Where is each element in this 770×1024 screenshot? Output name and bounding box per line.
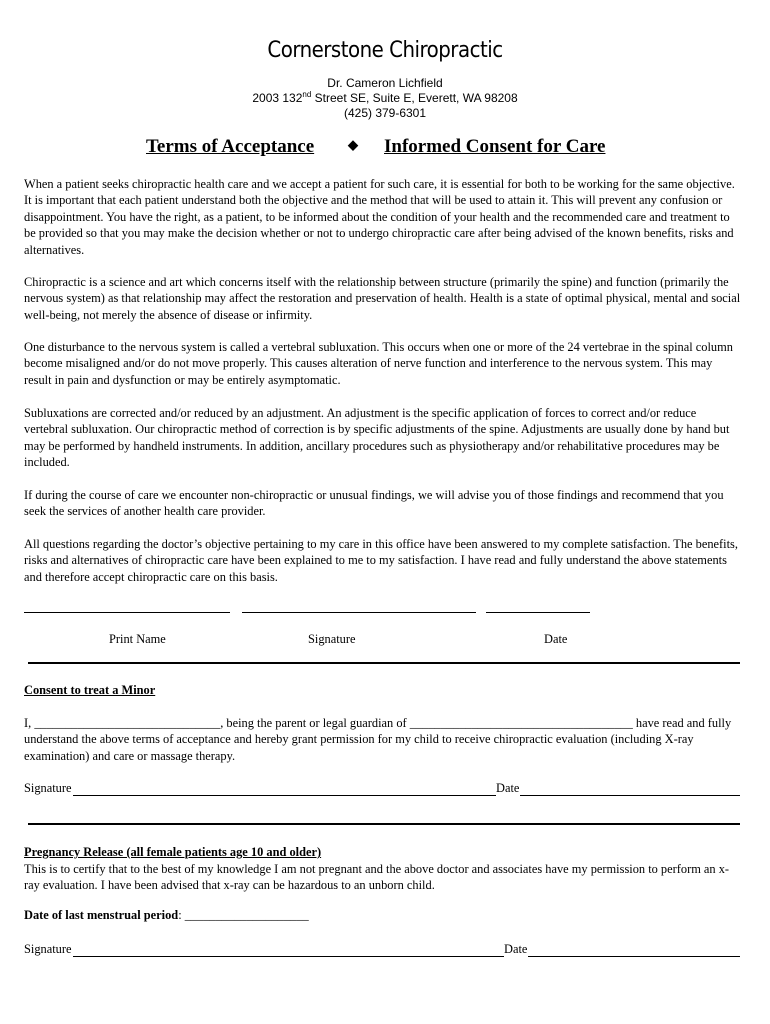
document-title — [0, 136, 770, 160]
minor-consent-text — [24, 715, 742, 764]
print-name-label: Print Name — [109, 632, 166, 646]
paragraph-objective: When a patient seeks chiropractic health care and we accept a patient for such care, it is essential for both to be working for the same objective. It is important that each patient understand both the objective and the method that will be used to attain it. This will prevent any confusion or disappointment. You have the right, as a patient, to be informed about the condition of your health and the recommended care and treatment to be provided so that you may make the decision whether or not to undergo chiropractic care after being advised of the known benefits, risks and alternatives. — [24, 177, 735, 257]
minor-signature-row — [24, 781, 740, 797]
parent-name-blank[interactable]: ______________________________ — [34, 716, 221, 730]
paragraph-findings: If during the course of care we encounter non-chiropractic or unusual findings, we will advise you of those findings and recommend that you seek the services of another health care provider. — [24, 488, 724, 519]
title-informed-consent: Informed Consent for Care — [384, 136, 606, 157]
date-label: Date — [544, 632, 568, 646]
pregnancy-signature-row — [24, 942, 740, 958]
title-terms-of-acceptance: Terms of Acceptance — [146, 136, 315, 157]
minor-signature-label: Signature — [24, 781, 72, 795]
lmp-row — [24, 908, 309, 923]
paragraph-acceptance: All questions regarding the doctor’s objective pertaining to my care in this office have been answered to my complete satisfaction. The benefits, risks and alternatives of chiropractic care have been explained to me to my satisfaction. I have read and fully understand the above statements and therefore accept chiropractic care on this basis. — [24, 537, 738, 584]
section-divider — [28, 662, 740, 664]
doctor-name: Dr. Cameron Lichfield — [327, 76, 443, 90]
signature-label: Signature — [308, 632, 356, 646]
practice-name: Cornerstone Chiropractic — [267, 38, 503, 63]
pregnancy-release-heading: Pregnancy Release (all female patients age 10 and older) — [24, 845, 322, 859]
lmp-date-blank[interactable]: ____________________ — [184, 908, 309, 922]
acceptance-signature-labels — [0, 632, 770, 648]
practice-address — [0, 91, 770, 105]
date-line[interactable] — [486, 612, 590, 613]
pregnancy-signature-label: Signature — [24, 942, 72, 956]
address-number: 2003 132 — [252, 91, 303, 105]
lmp-label: Date of last menstrual period — [24, 908, 179, 922]
paragraph-chiropractic-definition: Chiropractic is a science and art which concerns itself with the relationship between structure (primarily the spine) and function (primarily the nervous system) as that relationship may affect the restoration and preservation of health. Health is a state of optimal physical, mental and social well-being, not merely the absence of disease or infirmity. — [24, 275, 741, 322]
practice-phone: (425) 379-6301 — [343, 106, 427, 120]
child-name-blank[interactable]: ____________________________________ — [409, 716, 633, 730]
minor-signature-underline[interactable] — [24, 795, 740, 796]
pregnancy-signature-underline[interactable] — [24, 956, 740, 957]
diamond-icon: ◆ — [348, 137, 358, 152]
paragraph-subluxation: One disturbance to the nervous system is called a vertebral subluxation. This occurs when one or more of the 24 vertebrae in the spinal column become misaligned and/or do not move properly. This causes alteration of nerve function and interference to the nervous system. This may result in pain and dysfunction or may be entirely asymptomatic. — [24, 340, 733, 387]
minor-tail: have read and fully understand the above terms of acceptance and hereby grant permission for my child to receive chiropractic evaluation (including X-ray examination) and care or massage therapy. — [24, 716, 732, 763]
signature-line[interactable] — [242, 612, 476, 613]
section-divider — [28, 823, 740, 825]
minor-date-label: Date — [496, 781, 520, 795]
acceptance-signature-lines — [24, 598, 742, 614]
paragraph-adjustment: Subluxations are corrected and/or reduced by an adjustment. An adjustment is the specific application of forces to correct and/or reduce vertebral subluxation. Our chiropractic method of correction is by specific adjustments of the spine. Adjustments are usually done by hand but may be performed by handheld instruments. In addition, ancillary procedures such as physiotherapy and/or rehabilitative procedures may be included. — [24, 406, 730, 470]
pregnancy-release-text: This is to certify that to the best of my knowledge I am not pregnant and the above doctor and associates have my permission to perform an x-ray evaluation. I have been advised that x-ray can be hazardous to an unborn child. — [24, 862, 730, 893]
print-name-line[interactable] — [24, 612, 230, 613]
pregnancy-date-label: Date — [504, 942, 528, 956]
minor-consent-heading: Consent to treat a Minor — [24, 683, 156, 697]
minor-middle: , being the parent or legal guardian of — [220, 716, 410, 730]
minor-intro: I, — [24, 716, 35, 730]
address-suffix: nd — [302, 90, 312, 99]
lmp-colon: : — [178, 908, 185, 922]
address-street: Street SE, Suite E, Everett, WA 98208 — [311, 91, 518, 105]
